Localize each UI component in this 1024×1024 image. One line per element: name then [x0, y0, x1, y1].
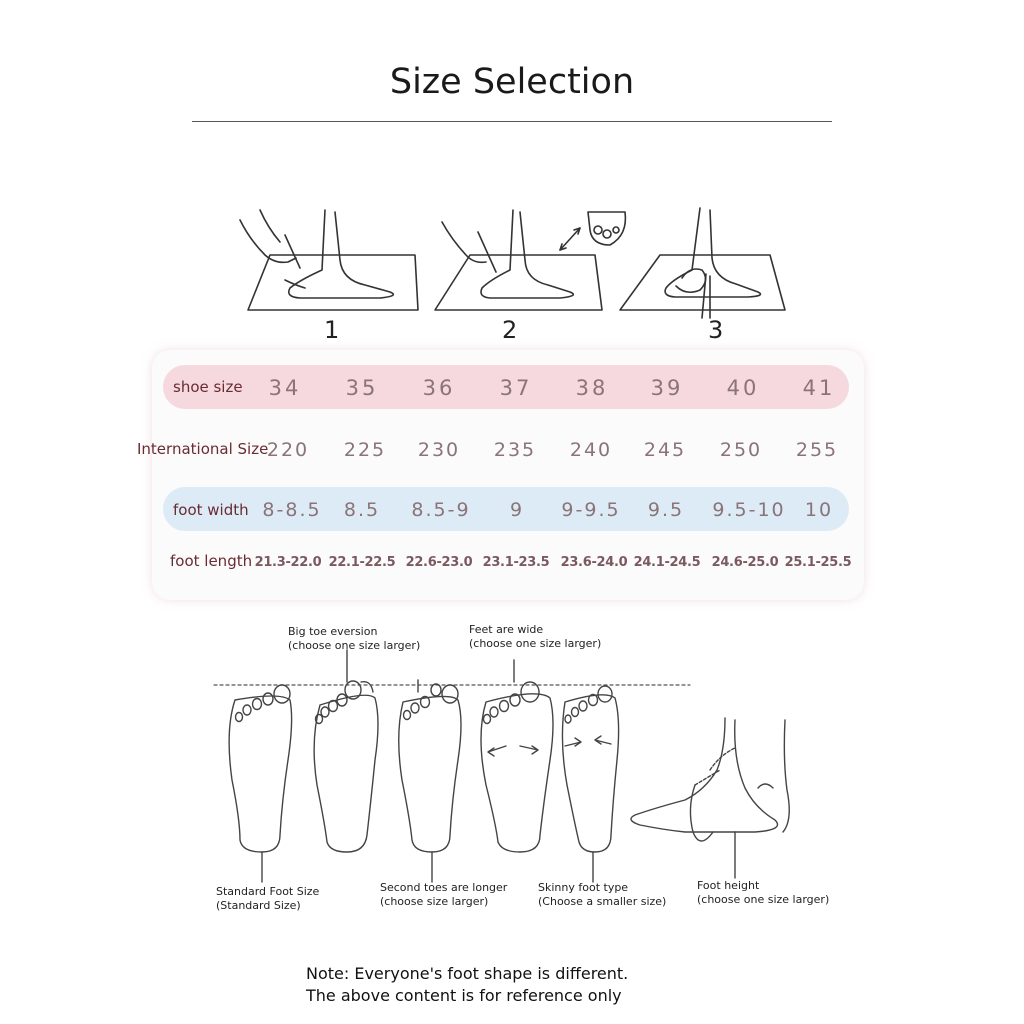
- foot-length-cell: 24.1-24.5: [633, 555, 701, 570]
- international-size-cell: 250: [719, 439, 763, 461]
- annotation-hint: (choose size larger): [380, 895, 489, 908]
- step-1-illustration: [240, 210, 418, 310]
- foot-width-cell: 8.5: [343, 499, 381, 521]
- shoe-size-cell: 38: [575, 376, 609, 400]
- skinny-foot-illustration: [562, 686, 618, 882]
- shoe-size-cell: 39: [650, 376, 684, 400]
- title-divider: [192, 121, 832, 122]
- big-toe-eversion-foot-illustration: [314, 650, 378, 852]
- annotation-hint: (choose one size larger): [697, 893, 830, 906]
- step-3-number: 3: [708, 316, 724, 344]
- shoe-size-cell: 37: [499, 376, 533, 400]
- wide-foot-illustration: [481, 660, 553, 852]
- foot-height-illustration: [631, 718, 789, 878]
- step-3-illustration: [620, 208, 785, 318]
- foot-width-cell: 9.5: [647, 499, 685, 521]
- foot-length-cell: 22.1-22.5: [328, 555, 396, 570]
- annotation-title: Standard Foot Size: [216, 885, 320, 898]
- international-size-cell: 220: [266, 439, 310, 461]
- international-size-cell: 240: [569, 439, 613, 461]
- international-size-cell: 230: [417, 439, 461, 461]
- shoe-size-cell: 41: [802, 376, 836, 400]
- foot-width-cell: 9: [509, 499, 525, 521]
- foot-types-illustration: [200, 620, 860, 920]
- foot-length-cell: 25.1-25.5: [784, 555, 852, 570]
- foot-width-cell: 8-8.5: [262, 499, 322, 521]
- annotation-foot-height: [697, 879, 829, 907]
- annotation-title: Foot height: [697, 879, 760, 892]
- foot-width-cell: 9-9.5: [561, 499, 621, 521]
- annotation-hint: (Standard Size): [216, 899, 301, 912]
- step-2-number: 2: [502, 316, 518, 344]
- step-2-illustration: [435, 210, 625, 310]
- disclaimer-note: [306, 963, 628, 1007]
- shoe-size-cell: 40: [726, 376, 760, 400]
- page-title: Size Selection: [389, 62, 635, 102]
- foot-length-cell: 23.6-24.0: [560, 555, 628, 570]
- shoe-size-cell: 36: [422, 376, 456, 400]
- foot-length-cell: 24.6-25.0: [711, 555, 779, 570]
- shoe-size-cell: 34: [268, 376, 302, 400]
- row-label-international-size: International Size: [137, 440, 269, 458]
- annotation-hint: (choose one size larger): [469, 637, 602, 650]
- international-size-cell: 255: [795, 439, 839, 461]
- annotation-feet-wide: [469, 623, 601, 651]
- row-label-foot-width: foot width: [173, 501, 249, 519]
- standard-foot-illustration: [229, 685, 291, 882]
- annotation-big-toe-eversion: [288, 625, 420, 653]
- annotation-title: Feet are wide: [469, 623, 544, 636]
- note-line-2: The above content is for reference only: [306, 986, 622, 1005]
- foot-length-cell: 22.6-23.0: [405, 555, 473, 570]
- row-label-shoe-size: shoe size: [173, 378, 243, 396]
- foot-length-cell: 23.1-23.5: [482, 555, 550, 570]
- annotation-standard-foot: [216, 885, 319, 913]
- foot-width-cell: 8.5-9: [411, 499, 471, 521]
- annotation-second-toe: [380, 881, 507, 909]
- annotation-title: Second toes are longer: [380, 881, 508, 894]
- international-size-cell: 245: [643, 439, 687, 461]
- note-line-1: Note: Everyone's foot shape is different.: [306, 964, 629, 983]
- international-size-cell: 235: [493, 439, 537, 461]
- international-size-cell: 225: [343, 439, 387, 461]
- annotation-hint: (Choose a smaller size): [538, 895, 667, 908]
- annotation-hint: (choose one size larger): [288, 639, 421, 652]
- annotation-skinny-foot: [538, 881, 666, 909]
- annotation-title: Big toe eversion: [288, 625, 378, 638]
- foot-width-cell: 9.5-10: [712, 499, 786, 521]
- foot-length-cell: 21.3-22.0: [254, 555, 322, 570]
- row-label-foot-length: foot length: [170, 552, 253, 570]
- step-1-number: 1: [324, 316, 340, 344]
- shoe-size-cell: 35: [345, 376, 379, 400]
- annotation-title: Skinny foot type: [538, 881, 629, 894]
- foot-width-cell: 10: [804, 499, 834, 521]
- second-toe-longer-foot-illustration: [399, 680, 461, 882]
